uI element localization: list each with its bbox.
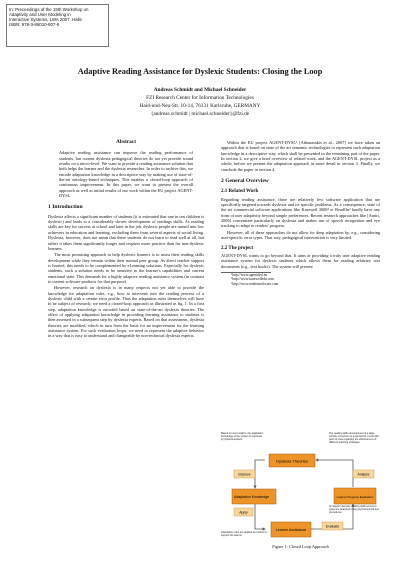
step-label: Improve bbox=[238, 472, 251, 477]
box-label: Adaptation Knowledge bbox=[234, 495, 270, 499]
step-improve bbox=[234, 470, 255, 478]
notice-line: Adaptivity and User Modeling in bbox=[9, 11, 71, 17]
note-improve: Based on new insights, the adaptation knowledge of the system is improved by dyslexia experts. bbox=[221, 432, 264, 441]
notice-line: ISBN: 978-3-86010-907-6 bbox=[9, 22, 60, 28]
step-label: Evaluate bbox=[325, 524, 340, 529]
closed-loop-figure bbox=[221, 432, 380, 542]
subsection-heading: 2.1 Related Work bbox=[221, 189, 259, 195]
address: Haid-und-Neu-Str. 10-14, 76131 Karlsruhe, GERMANY bbox=[139, 103, 261, 109]
box-dyslexia-theories bbox=[269, 454, 315, 467]
paper-title: Adaptive Reading Assistance for Dyslexic Students: Closing the Loop bbox=[77, 67, 323, 76]
section-heading: 1 Introduction bbox=[48, 204, 83, 211]
box-learner-progress-evaluation bbox=[334, 488, 376, 504]
paragraph: Regarding reading assistance, there are relatively few software application that are specifically targeted towards dyslexia and its specific problems. As a consequence, state of the art commercial software applications like Kurzweil 3000² or ReadOn³ hardly have any form of user adaptivity beyond simple preferences. Recent research approaches like [Amiri, 2006] concentrate particularly on dyslexia and makes use of speech recognition and eye tracking to adapt to readers' progress. bbox=[221, 196, 380, 229]
step-analyze bbox=[353, 470, 374, 478]
paragraph: However, all of these approaches do not allow for deep adaptation by, e.g., considering user-specific error types. That way, pedagogical intervention is very limited. bbox=[221, 229, 380, 241]
right-column bbox=[221, 140, 380, 287]
section-heading: 2 General Overview bbox=[221, 178, 269, 185]
box-label: Learner Progress Evaluation bbox=[336, 495, 374, 499]
step-apply bbox=[234, 508, 253, 516]
step-evaluate bbox=[322, 522, 343, 530]
box-adaptation-knowledge bbox=[232, 489, 276, 504]
footnote: ³http://www.readonsoftware.com bbox=[231, 282, 279, 287]
step-label: Analyze bbox=[357, 472, 370, 477]
paragraph: However, research on dyslexia is in many respects not yet able to provide the knowledge for adaptation rules, e.g., how to intervene into the reading process of a dyslexic child with a certain error profile. Thus the adaptation rules themselves will have to be subject of research; we need a closed-loop approach as illustrated in fig. 1. In a first step, adaptation knowledge is encoded based on state-of-the-art dyslexia theories. The effect of applying adaptation knowledge in providing learning assistance to students is then assessed in a subsequent step by dyslexia experts. Based on that assessment, dyslexia theories are modified, which in turn form the basis for an improvement for the learning assistance system. For such evaluation loops, we need to represent the adaptive behavior in a way that is easy to understand and changeable by non-technical dyslexia experts. bbox=[48, 285, 204, 339]
footnote: ²http://www.kurzweiledu.com bbox=[231, 277, 274, 282]
box-label: Dyslexia Theories bbox=[276, 458, 308, 464]
box-learner-assistance bbox=[271, 522, 311, 537]
paragraph: AGENT-DYSL wants to go beyond that. It aims at providing a truly user adaptive reading assistance system for dyslexic students which allows them for reading arbitrary text documents (e.g., text books). The system will present bbox=[221, 252, 380, 269]
email: {andreas.schmidt | michael.schneider}@fzi.de bbox=[150, 111, 250, 117]
left-column bbox=[48, 140, 204, 340]
paragraph: Dyslexia affects a significant number of students (it is estimated that one in ten children is dyslexic) and leads to a considerably slower development of readings skills. As reading skills are key for success at school and later in the job, dyslexic people are turned into low achievers in education and learning, excluding them from several aspects of social living. Dyslexia, however, does not mean that these students do not learn to read well at all, but rather it takes them significantly longer and requires more practice than for non-dyslexic learners. bbox=[48, 213, 204, 251]
box-label: Learner Assistance bbox=[275, 528, 307, 532]
notice-line: In: Preceedings of the 15th Workshop on bbox=[9, 6, 89, 12]
footnote: ¹http://www.agentdysl.eu bbox=[231, 272, 268, 277]
paragraph: The most promising approach to help dyslexic learners is to assist their reading skills development while they remain within their normal peer group. As direct teacher support is limited, this needs to be complemented by eLearning solutions. Especially for dyslexic students, such a solution needs to be sensitive to the learner's capabilities and current emotional state. This demands for a highly adaptive reading assistance system (in contrast to current software products for that purpose). bbox=[48, 252, 204, 284]
subsection-heading: 2.2 The project bbox=[221, 245, 254, 251]
note-evaluate: At regular intervals, reading skills and error types are analyzed using psychometrical test procedures. bbox=[329, 505, 379, 514]
step-label: Apply bbox=[239, 510, 248, 515]
authors: Andreas Schmidt and Michael Schneider bbox=[153, 87, 247, 93]
note-analyze: The reading skills development of a large sample of learners is analyzed for a scientific point of view regarding the effectiveness of different teaching strategies. bbox=[329, 432, 379, 444]
abstract-heading: Abstract bbox=[115, 139, 137, 145]
paragraph: Within the EU project AGENT-DYSL¹ [Athanasakis et al., 2007] we have taken an approach that is based on state of the art semantic technologies to represent such adaptation knowledge in a descriptive way, which shall be presented in the remaining part of the paper. In section 2, we give a brief overview of related work, and the AGENT-DYSL project as a whole, before we present the adaptation approach in more detail in section 3. Finally, we conclude the paper in section 4. bbox=[221, 140, 380, 172]
abstract bbox=[48, 150, 204, 198]
figure-caption: Figure 1: Closed Loop Approach bbox=[272, 544, 329, 549]
affiliation: FZI Research Center for Information Technologies bbox=[146, 95, 254, 101]
notice-line: Interactive Systems, LWA 2007, Halle bbox=[9, 17, 82, 23]
publication-notice bbox=[6, 4, 109, 47]
abstract-text: Adaptive reading assistance can improve the reading performance of students, but current dyslexia pedagogical theories do not yet provide sound results on a micro-level. We want to provide a reading assistance solution that both helps the learner and the dyslexia researcher. In order to archive this, we encode adaptation knowledge in a descriptive way by making use of state-of-the-art ontology-based techniques. This enables a closed-loop approach of continuous improvement. In this paper, we want to present the overall approach as well as initial results of our work within the EU project AGENT-DYSL. bbox=[59, 150, 193, 199]
note-apply: Adaptation rules are applied at runtime to support the learner. bbox=[221, 531, 267, 537]
